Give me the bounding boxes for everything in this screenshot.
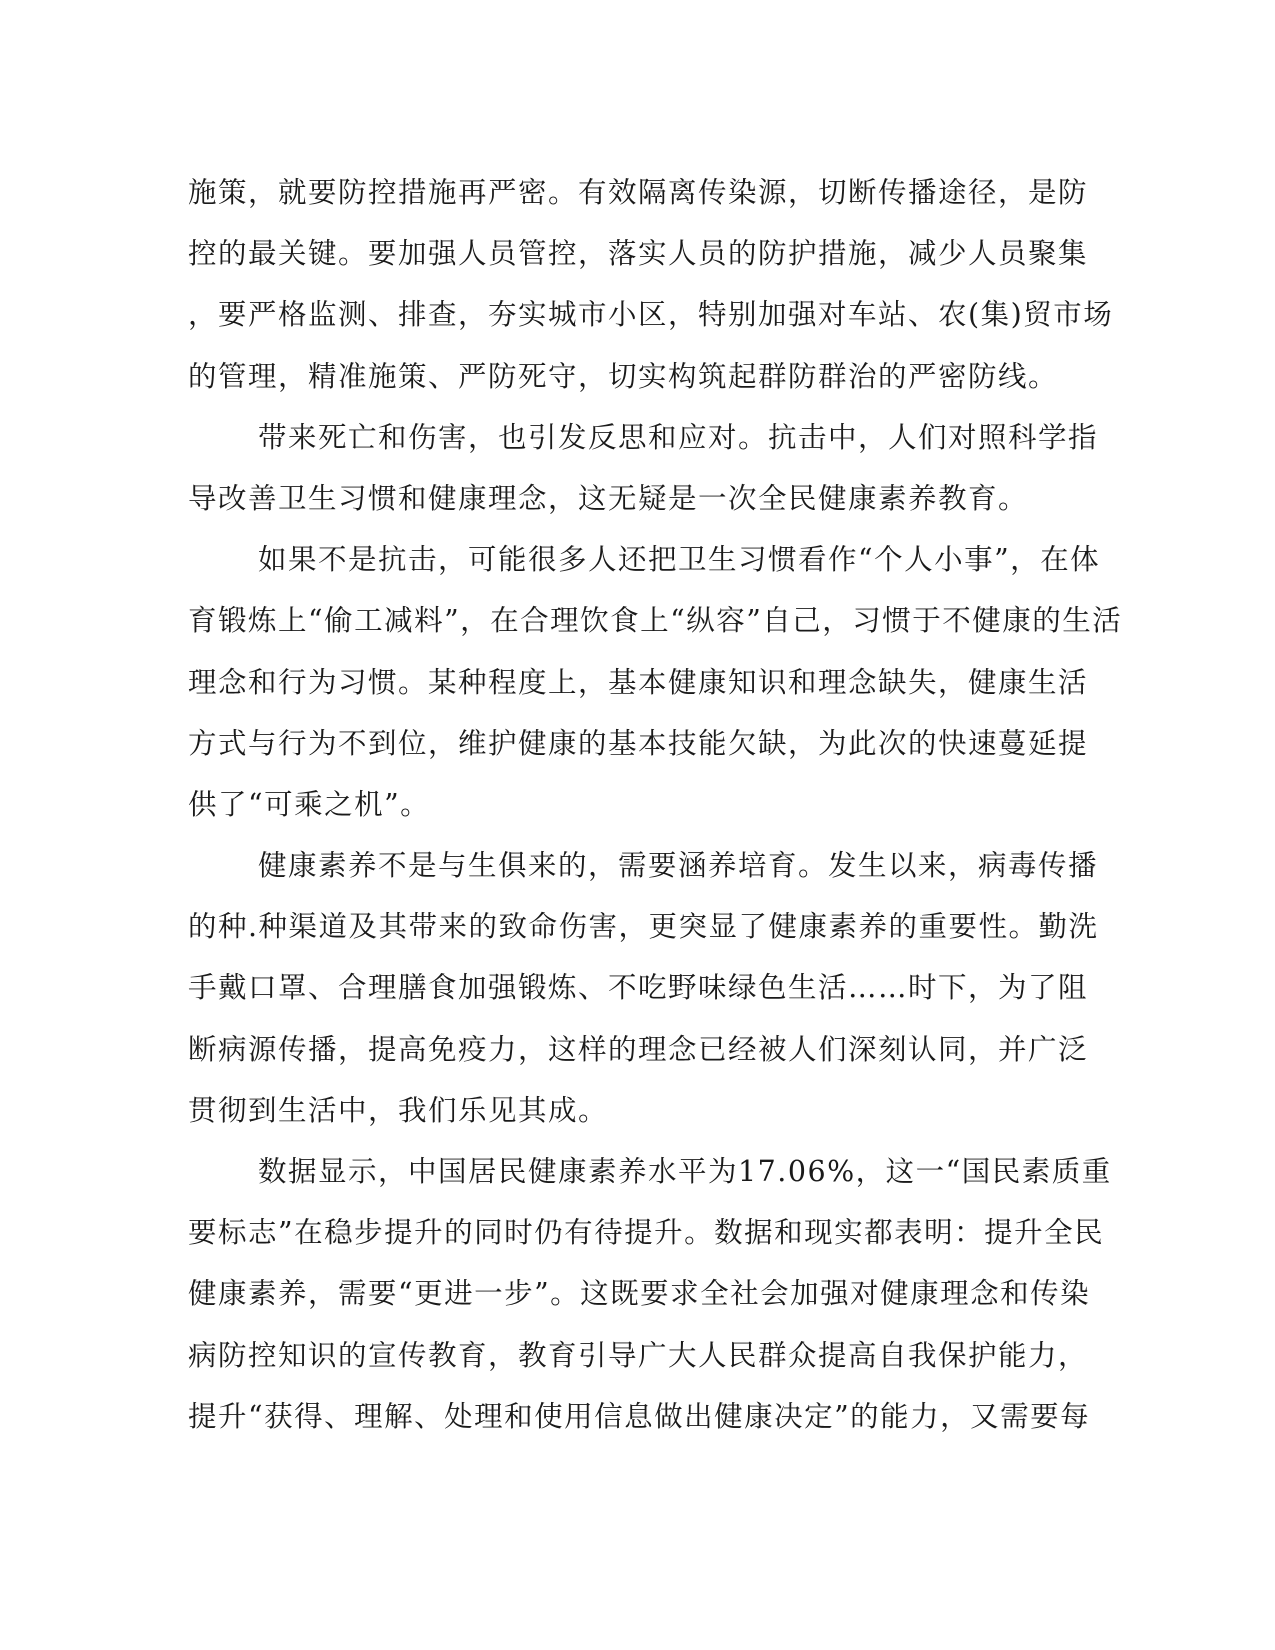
- text-line: 手戴口罩、合理膳食加强锻炼、不吃野味绿色生活……时下，为了阻: [188, 971, 1089, 1005]
- document-body: [188, 162, 1123, 1447]
- text-line: 健康素养不是与生俱来的，需要涵养培育。发生以来，病毒传播: [258, 849, 1099, 883]
- text-line: ，要严格监测、排查，夯实城市小区，特别加强对车站、农(集)贸市场: [188, 298, 1114, 332]
- text-line: 提升“获得、理解、处理和使用信息做出健康决定”的能力，又需要每: [188, 1399, 1091, 1433]
- text-line: 病防控知识的宣传教育，教育引导广大人民群众提高自我保护能力，: [188, 1338, 1089, 1372]
- text-line: 方式与行为不到位，维护健康的基本技能欠缺，为此次的快速蔓延提: [188, 726, 1089, 760]
- text-line: 的管理，精准施策、严防死守，切实构筑起群防群治的严密防线。: [188, 359, 1059, 393]
- text-line: 断病源传播，提高免疫力，这样的理念已经被人们深刻认同，并广泛: [188, 1032, 1089, 1066]
- text-line: 施策，就要防控措施再严密。有效隔离传染源，切断传播途径，是防: [188, 176, 1089, 209]
- paragraph: [188, 835, 1099, 1141]
- paragraph: [188, 529, 1123, 835]
- text-line: 的种.种渠道及其带来的致命伤害，更突显了健康素养的重要性。勤洗: [188, 910, 1099, 944]
- paragraph: [188, 407, 1099, 529]
- text-line: 供了“可乘之机”。: [188, 787, 431, 821]
- text-line: 健康素养，需要“更进一步”。这既要求全社会加强对健康理念和传染: [188, 1277, 1091, 1311]
- text-line: 数据显示，中国居民健康素养水平为17.06%，这一“国民素质重: [258, 1155, 1112, 1188]
- text-line: 导改善卫生习惯和健康理念，这无疑是一次全民健康素养教育。: [188, 481, 1029, 515]
- text-line: 控的最关键。要加强人员管控，落实人员的防护措施，减少人员聚集: [188, 237, 1089, 271]
- text-line: 理念和行为习惯。某种程度上，基本健康知识和理念缺失，健康生活: [188, 665, 1089, 699]
- paragraph: [188, 1141, 1112, 1447]
- text-line: 带来死亡和伤害，也引发反思和应对。抗击中，人们对照科学指: [258, 420, 1099, 454]
- text-line: 育锻炼上“偷工减料”，在合理饮食上“纵容”自己，习惯于不健康的生活: [188, 604, 1123, 638]
- text-line: 如果不是抗击，可能很多人还把卫生习惯看作“个人小事”，在体: [258, 543, 1101, 577]
- paragraph: [188, 162, 1114, 407]
- text-line: 贯彻到生活中，我们乐见其成。: [188, 1093, 609, 1127]
- text-line: 要标志”在稳步提升的同时仍有待提升。数据和现实都表明：提升全民: [188, 1216, 1105, 1250]
